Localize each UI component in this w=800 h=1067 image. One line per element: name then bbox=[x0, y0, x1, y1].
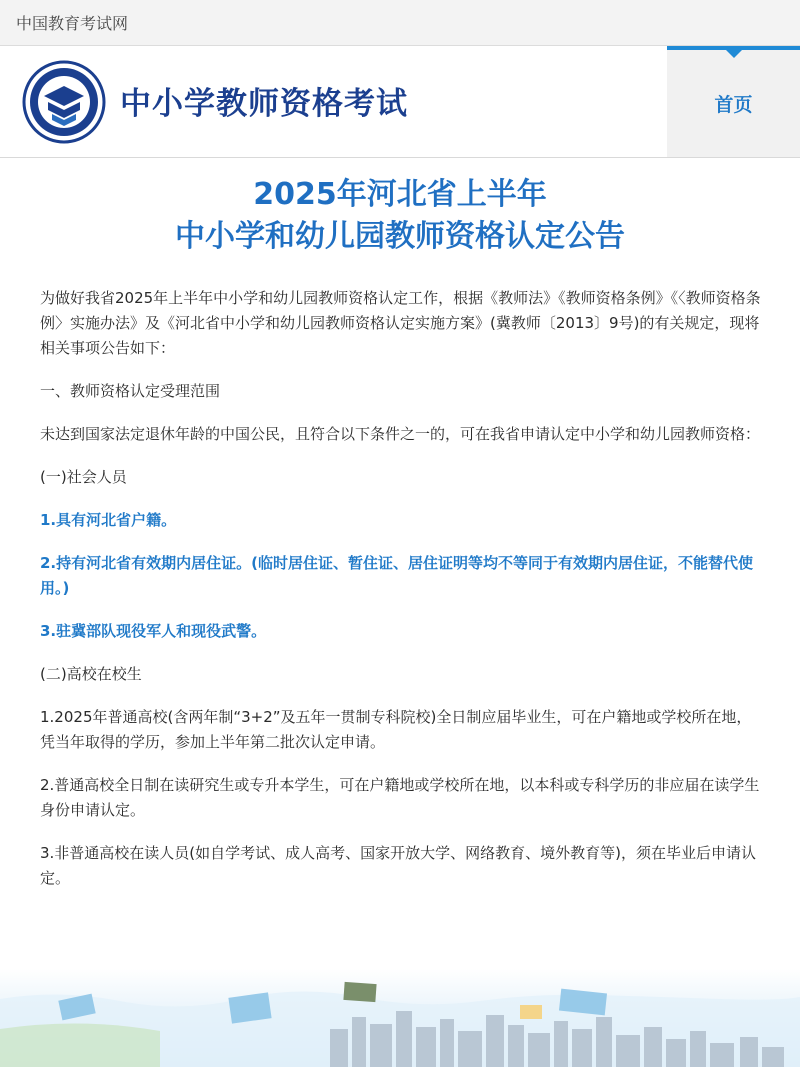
eligibility-paragraph: 未达到国家法定退休年龄的中国公民，且符合以下条件之一的，可在我省申请认定中小学和幼儿园教师资格： bbox=[40, 425, 761, 443]
intro-paragraph: 为做好我省2025年上半年中小学和幼儿园教师资格认定工作，根据《教师法》《教师资格条例》《〈教师资格条例〉实施办法》及《河北省中小学和幼儿园教师资格认定实施方案》(冀教师〔2013〕9号)的有关规定，现将相关事项公告如下： bbox=[40, 289, 761, 357]
notice-title-line2: 中小学和幼儿园教师资格认定公告 bbox=[175, 219, 625, 254]
student-item: 1.2025年普通高校(含两年制“3+2”及五年一贯制专科院校)全日制应届毕业生，可在户籍地或学校所在地，凭当年取得的学历，参加上半年第二批次认定申请。 bbox=[40, 708, 752, 751]
subsection-social: (一)社会人员 bbox=[40, 468, 127, 486]
section-heading: 一、教师资格认定受理范围 bbox=[40, 382, 221, 400]
condition-item: 3.驻冀部队现役军人和现役武警。 bbox=[40, 622, 267, 640]
nav-home-label: 首页 bbox=[714, 94, 753, 116]
nav-home-tab[interactable] bbox=[667, 46, 800, 157]
topbar-title: 中国教育考试网 bbox=[16, 14, 129, 33]
site-header bbox=[0, 46, 800, 158]
notice-title-line1: 2025年河北省上半年 bbox=[253, 177, 547, 212]
subsection-students: (二)高校在校生 bbox=[40, 665, 142, 683]
condition-item: 2.持有河北省有效期内居住证。(临时居住证、暂住证、居住证明等均不等同于有效期内居住证，不能替代使用。) bbox=[40, 554, 753, 597]
notice-body bbox=[0, 286, 800, 891]
browser-topbar bbox=[0, 0, 800, 46]
student-item: 2.普通高校全日制在读研究生或专升本学生，可在户籍地或学校所在地，以本科或专科学历的非应届在读学生身份申请认定。 bbox=[40, 776, 760, 819]
notice-title bbox=[0, 174, 800, 258]
exam-logo-icon[interactable] bbox=[22, 60, 106, 144]
student-item: 3.非普通高校在读人员(如自学考试、成人高考、国家开放大学、网络教育、境外教育等)，须在毕业后申请认定。 bbox=[40, 844, 757, 887]
city-skyline-banner bbox=[0, 969, 800, 1067]
condition-item: 1.具有河北省户籍。 bbox=[40, 511, 177, 529]
active-indicator-icon bbox=[726, 50, 742, 58]
site-title[interactable]: 中小学教师资格考试 bbox=[120, 86, 408, 122]
